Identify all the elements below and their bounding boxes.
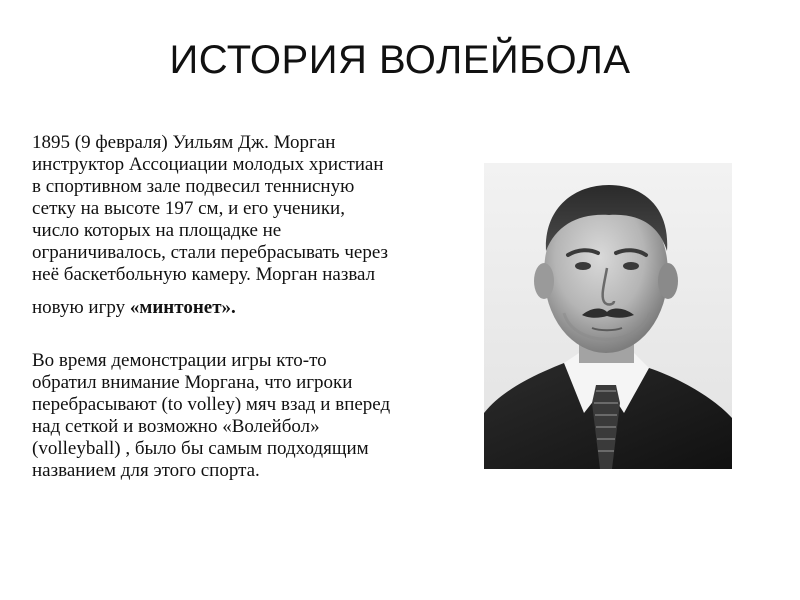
paragraph-game-name [32, 297, 472, 319]
game-name-bold: «минтонет». [129, 297, 236, 318]
paragraph-volleyball [32, 350, 472, 482]
paragraph-line: (volleyball) , было бы самым подходящим [32, 438, 369, 459]
paragraph-line: неё баскетбольную камеру. Морган назвал [32, 264, 376, 285]
paragraph-line: в спортивном зале подвесил теннисную [32, 176, 355, 197]
paragraph-line: 1895 (9 февраля) Уильям Дж. Морган [32, 132, 336, 153]
paragraph-line: инструктор Ассоциации молодых христиан [32, 154, 384, 175]
paragraph-line: Во время демонстрации игры кто-то [32, 350, 327, 371]
paragraph-morgan [32, 132, 472, 286]
paragraph-line: перебрасывают (to volley) мяч взад и вперед [32, 394, 391, 415]
paragraph-line: обратил внимание Моргана, что игроки [32, 372, 353, 393]
paragraph-text: новую игру [32, 297, 130, 318]
portrait-photo [484, 163, 732, 469]
paragraph-line: сетку на высоте 197 см, и его ученики, [32, 198, 345, 219]
paragraph-line: названием для этого спорта. [32, 460, 260, 481]
slide-title: ИСТОРИЯ ВОЛЕЙБОЛА [169, 38, 631, 82]
paragraph-line: над сеткой и возможно «Волейбол» [32, 416, 320, 437]
paragraph-line: число которых на площадке не [32, 220, 282, 241]
paragraph-line: ограничивалось, стали перебрасывать через [32, 242, 388, 263]
